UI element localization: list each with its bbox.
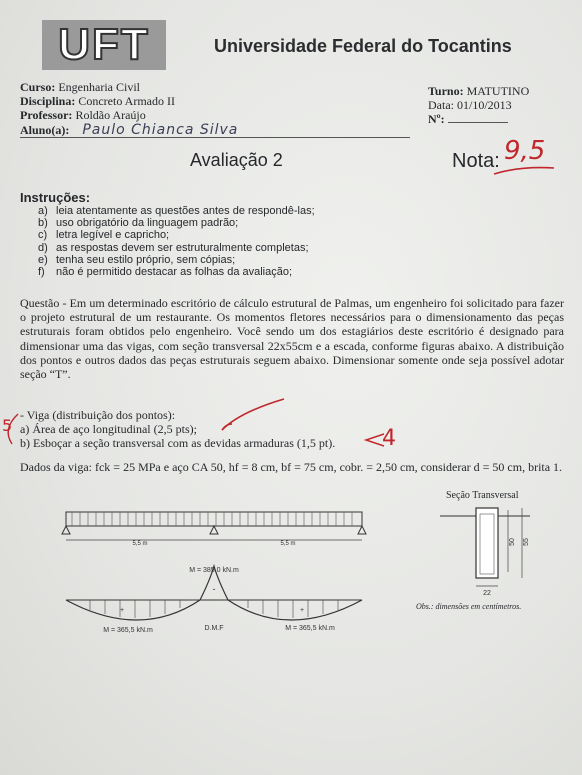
data-line: Data: 01/10/2013 — [428, 98, 512, 112]
beam-body — [66, 512, 362, 526]
instruction-item: b) uso obrigatório da linguagem padrão; — [38, 217, 239, 230]
plus-sign-left: + — [119, 607, 125, 614]
beam-data-text: Dados da viga: fck = 25 MPa e aço CA 50, hf = 8 cm, bf = 75 cm, cobr. = 2,50 cm, considerar d = 50 cm, brita 1. — [20, 460, 563, 474]
score-b-arrow — [360, 428, 390, 452]
score-b-handwritten: 4 — [382, 426, 396, 451]
viga-title: - Viga (distribuição dos pontos): — [20, 408, 176, 422]
instructions-list — [38, 205, 315, 278]
span-left-label: 5,5 m — [132, 541, 148, 547]
dim-d-label: 50 — [509, 538, 516, 546]
page-title: Avaliação 2 — [190, 150, 283, 170]
disciplina-line: Disciplina: Concreto Armado II — [20, 94, 175, 108]
beam-hatching — [72, 512, 352, 526]
professor-line: Professor: Roldão Araújo — [20, 108, 146, 122]
instruction-item: f) não é permitido destacar as folhas da avaliação; — [38, 266, 293, 279]
student-name-handwritten: Paulo Chianca Silva — [82, 122, 239, 138]
turno-line: Turno: MATUTINO — [428, 84, 530, 98]
instruction-item: c) letra legível e capricho; — [38, 229, 170, 242]
numero-line: Nº: — [428, 112, 508, 126]
dim-width-label: 22 — [483, 590, 491, 597]
moment-right-label: M = 365,5 kN.m — [285, 625, 335, 632]
section-note: Obs.: dimensões em centímetros. — [416, 602, 522, 611]
viga-item-a: a) Área de aço longitudinal (2,5 pts); — [20, 422, 197, 436]
moment-support-label: M = 385,0 kN.m — [189, 567, 239, 574]
beam-diagram — [50, 500, 380, 650]
plus-sign-right: + — [299, 607, 305, 614]
beam-section — [476, 508, 498, 578]
grade-underline — [490, 160, 560, 180]
nota-label: Nota: — [452, 150, 500, 172]
instruction-item: a) leia atentamente as questões antes de respondê-las; — [38, 205, 315, 217]
university-name: Universidade Federal do Tocantins — [214, 36, 512, 56]
score-a-handwritten: 5 — [2, 416, 13, 435]
curso-line: Curso: Engenharia Civil — [20, 80, 140, 94]
aluno-line: Aluno(a): Paulo Chianca Silva — [20, 123, 410, 138]
grade-handwritten: 9,5 — [504, 136, 546, 166]
instruction-item: e) tenha seu estilo próprio, sem cópias; — [38, 253, 236, 266]
dmf-label: D.M.F — [204, 625, 224, 632]
section-title: Seção Transversal — [446, 490, 519, 501]
red-check-mark — [0, 394, 290, 454]
question-text: Questão - Em um determinado escritório de cálculo estrutural de Palmas, um engenheiro foi solicitado para fazer o projeto estrutural de um restaurante. Os momentos fletores necessários para o dimensionamento das peças estruturais foram obtidos pelo engenheiro. Você sendo um dos estagiários deste escritório é designado para dimensionar uma das vigas, com seção transversal 22x55cm e a escada, conforme figuras abaixo. A distribuição dos pontos e outros dados das peças estruturais seguem abaixo. Dimensionar somente onde seja possível adotar seção “T”. — [20, 296, 564, 382]
cross-section-diagram — [430, 500, 550, 600]
viga-item-b: b) Esboçar a seção transversal com as devidas armaduras (1,5 pt). — [20, 436, 336, 450]
minus-sign: - — [212, 584, 216, 594]
moment-left-label: M = 365,5 kN.m — [103, 627, 153, 634]
uft-logo: UFT — [42, 20, 166, 70]
span-right-label: 5,5 m — [280, 541, 296, 547]
dim-h-label: 55 — [523, 538, 530, 546]
instruction-item: d) as respostas devem ser estruturalmente completas; — [38, 241, 309, 254]
supports — [62, 526, 366, 534]
instructions-title: Instruções: — [20, 190, 91, 205]
